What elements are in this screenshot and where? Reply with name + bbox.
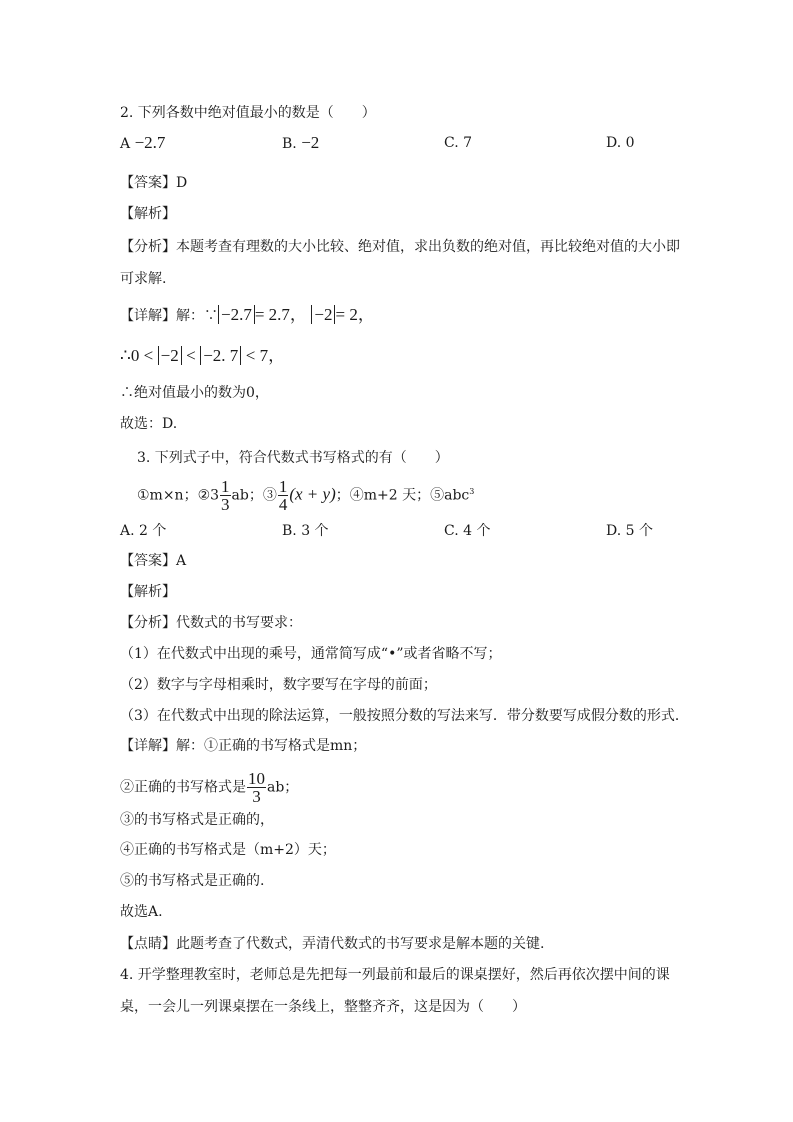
q3-choice: 故选A. — [120, 904, 163, 920]
option-letter: B. — [282, 523, 297, 539]
numerator: 1 — [278, 477, 288, 496]
option-letter: D. — [606, 523, 622, 539]
q3-option-b[interactable] — [282, 522, 329, 540]
q2-option-d[interactable] — [606, 134, 635, 152]
option-value: 7 — [463, 135, 473, 151]
q3-answer: 【答案】A — [120, 553, 187, 569]
q3-detail-4: ④正确的书写格式是（m+2）天； — [120, 842, 336, 858]
detail-prefix: 【详解】解：∵ — [120, 308, 218, 324]
q3-analysis-heading: 【解析】 — [120, 584, 176, 600]
q2-option-b[interactable] — [282, 134, 319, 153]
q3-analysis: 【分析】代数式的书写要求： — [120, 615, 302, 631]
option-letter: A — [120, 136, 131, 152]
inequality-part: < 7， — [245, 346, 286, 365]
exponent: 3 — [469, 486, 475, 496]
q3-option-a[interactable] — [120, 522, 166, 540]
q3-detail-5: ⑤的书写格式是正确的. — [120, 873, 265, 889]
abs-value: −2 — [158, 346, 182, 365]
detail-text: ab； — [267, 779, 299, 796]
q2-answer: 【答案】D — [120, 175, 188, 191]
detail-text: ②正确的书写格式是 — [120, 779, 246, 796]
q2-analysis-line-1: 【分析】本题考查有理数的大小比较、绝对值，求出负数的绝对值，再比较绝对值的大小即 — [120, 239, 680, 255]
abs-value: −2 — [311, 305, 335, 324]
option-letter: C. — [444, 135, 459, 151]
option-value: −2.7 — [134, 133, 166, 152]
q3-comment: 【点睛】此题考查了代数式，弄清代数式的书写要求是解本题的关键. — [120, 936, 545, 952]
q3-rule-1: （1）在代数式中出现的乘号，通常简写成“•”或者省略不写； — [120, 646, 502, 662]
q2-analysis-line-2: 可求解. — [120, 271, 167, 287]
option-value: 4 个 — [463, 523, 491, 539]
equation-part: = 2.7， — [254, 305, 307, 324]
fraction — [247, 770, 266, 805]
q2-choice: 故选：D. — [120, 416, 178, 432]
option-value: −2 — [301, 133, 320, 152]
inequality-part: ∴0 < — [120, 346, 154, 365]
option-value: 0 — [625, 135, 635, 151]
expression-text: ；④m+2 天；⑤abc — [335, 487, 470, 504]
expression-text: (x + y) — [289, 484, 336, 504]
q2-detail — [120, 306, 375, 325]
option-letter: C. — [444, 523, 459, 539]
q3-detail-1: 【详解】解：①正确的书写格式是mn； — [120, 738, 367, 754]
numerator: 10 — [248, 769, 265, 788]
denominator: 4 — [278, 495, 288, 514]
q2-option-c[interactable] — [444, 134, 472, 152]
q2-inequality — [120, 347, 285, 366]
fraction — [220, 478, 231, 513]
denominator: 3 — [221, 495, 230, 514]
abs-value: −2. 7 — [200, 346, 241, 365]
q2-conclusion: ∴绝对值最小的数为0， — [120, 385, 269, 401]
denominator: 3 — [252, 787, 261, 806]
q2-stem: 2. 下列各数中绝对值最小的数是（ ） — [120, 105, 376, 121]
q2-option-a[interactable] — [120, 134, 165, 153]
fraction — [278, 478, 289, 513]
q3-option-d[interactable] — [606, 522, 653, 540]
option-letter: B. — [282, 136, 297, 152]
inequality-part: < — [186, 346, 196, 365]
q3-detail-3: ③的书写格式是正确的， — [120, 812, 274, 828]
q3-option-c[interactable] — [444, 522, 490, 540]
option-letter: A. — [120, 523, 135, 539]
q3-rule-3: （3）在代数式中出现的除法运算，一般按照分数的写法来写．带分数要写成假分数的形式． — [120, 708, 689, 724]
q4-stem-line-1: 4. 开学整理教室时，老师总是先把每一列最前和最后的课桌摆好，然后再依次摆中间的课 — [120, 967, 670, 983]
q3-expressions — [137, 478, 474, 513]
q3-stem: 3. 下列式子中，符合代数式书写格式的有（ ） — [137, 450, 449, 466]
q2-analysis-heading: 【解析】 — [120, 206, 176, 222]
option-value: 2 个 — [139, 523, 167, 539]
numerator: 1 — [221, 477, 230, 496]
option-value: 5 个 — [625, 523, 653, 539]
q4-stem-line-2: 桌，一会儿一列课桌摆在一条线上，整整齐齐，这是因为（ ） — [120, 999, 526, 1015]
q3-rule-2: （2）数字与字母相乘时，数字要写在字母的前面； — [120, 677, 437, 693]
abs-value: −2.7 — [218, 305, 255, 324]
equation-part: = 2， — [335, 305, 375, 324]
expression-text: ①m×n；②3 — [137, 487, 220, 504]
expression-text: ab；③ — [231, 487, 277, 504]
q3-detail-2 — [120, 770, 298, 805]
option-letter: D. — [606, 135, 622, 151]
option-value: 3 个 — [301, 523, 329, 539]
